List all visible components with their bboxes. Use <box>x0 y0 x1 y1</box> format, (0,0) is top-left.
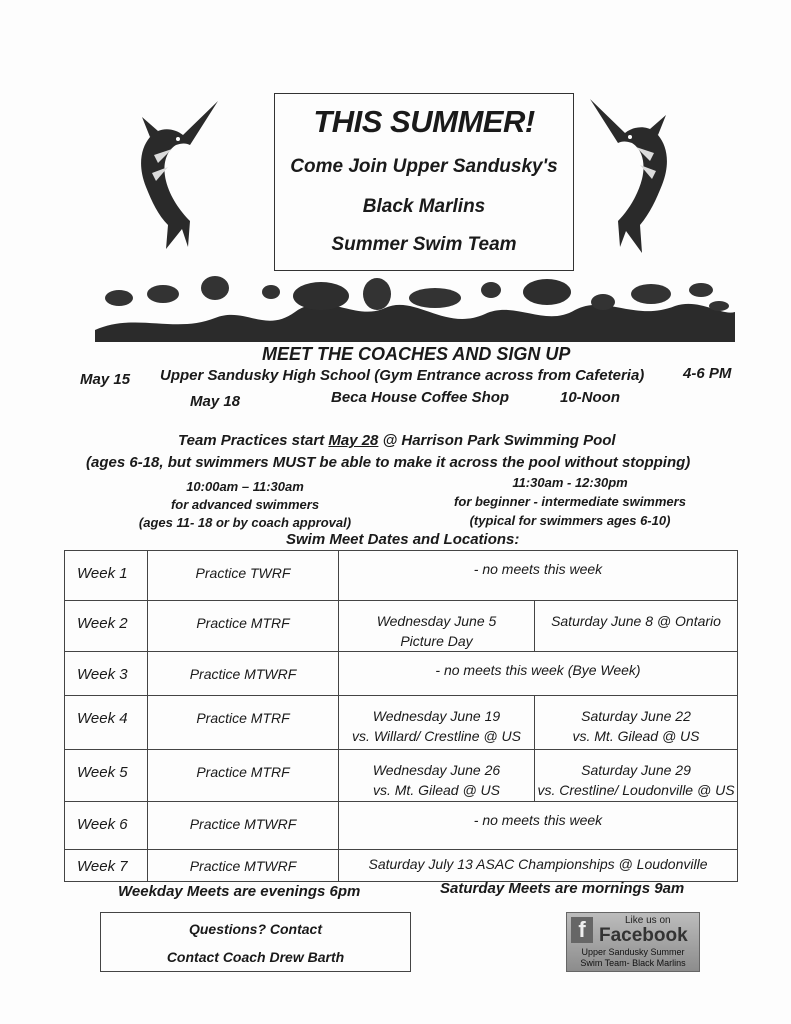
meet-cell: - no meets this week <box>339 551 738 601</box>
practice-cell: Practice MTRF <box>148 601 339 652</box>
facebook-page-line-1: Upper Sandusky Summer <box>581 947 685 957</box>
week-cell: Week 6 <box>65 802 148 850</box>
contact-line-2: Contact Coach Drew Barth <box>166 949 345 965</box>
facebook-icon <box>571 917 593 943</box>
weekday-meet-line-2: vs. Willard/ Crestline @ US <box>352 728 521 744</box>
meet-schedule-table <box>64 550 738 882</box>
meet-cell: - no meets this week <box>339 802 738 850</box>
saturday-meet-line-1: Saturday June 8 @ Ontario <box>551 613 721 629</box>
facebook-badge[interactable] <box>566 912 700 972</box>
practice-ages-note: (ages 6-18, but swimmers MUST be able to make it across the pool without stopping) <box>86 454 691 471</box>
practice-start-suffix: @ Harrison Park Swimming Pool <box>378 432 616 449</box>
session2-level: for beginner - intermediate swimmers <box>454 494 686 509</box>
event1-date: May 15 <box>80 371 131 388</box>
week-cell: Week 1 <box>65 551 148 601</box>
marlin-left-icon <box>128 97 223 257</box>
event1-time: 4-6 PM <box>683 365 732 382</box>
weekday-meet-line-2: Picture Day <box>400 633 473 649</box>
saturday-meet-line-1: Saturday June 22 <box>581 708 691 724</box>
saturday-meet-line-2: vs. Crestline/ Loudonville @ US <box>537 782 735 798</box>
weekday-meet-line-1: Wednesday June 5 <box>376 613 497 629</box>
wave-splash-graphic <box>95 272 735 342</box>
event1-place: Upper Sandusky High School (Gym Entrance across from Cafeteria) <box>160 367 645 384</box>
meet-cell: - no meets this week (Bye Week) <box>339 652 738 696</box>
coaches-heading: MEET THE COACHES AND SIGN UP <box>262 344 571 364</box>
week-cell: Week 5 <box>65 750 148 802</box>
table-row <box>65 551 738 601</box>
saturday-meet-cell <box>535 750 738 802</box>
facebook-page-line-2: Swim Team- Black Marlins <box>580 958 686 968</box>
session1-level: for advanced swimmers <box>170 497 320 512</box>
title-box <box>274 93 574 271</box>
week-cell: Week 7 <box>65 850 148 882</box>
practice-cell: Practice MTRF <box>148 696 339 750</box>
week-cell: Week 2 <box>65 601 148 652</box>
event2-place: Beca House Coffee Shop <box>331 389 510 406</box>
meet-cell: Saturday July 13 ASAC Championships @ Loudonville <box>339 850 738 882</box>
facebook-f-letter: f <box>578 917 586 942</box>
session2-time: 11:30am - 12:30pm <box>512 475 628 490</box>
table-row <box>65 696 738 750</box>
table-row <box>65 652 738 696</box>
weekday-meet-cell <box>339 750 535 802</box>
facebook-brand-text: Facebook <box>599 925 688 946</box>
subtitle-line-3: Summer Swim Team <box>331 234 517 255</box>
event2-time: 10-Noon <box>560 389 620 406</box>
practice-start-prefix: Team Practices start <box>178 432 329 449</box>
page-title: THIS SUMMER! <box>313 104 535 139</box>
session1-time: 10:00am – 11:30am <box>186 479 304 494</box>
weekday-meet-line-1: Wednesday June 26 <box>372 762 501 778</box>
practice-start <box>178 432 616 449</box>
facebook-like-text: Like us on <box>625 915 671 926</box>
event2-date: May 18 <box>190 393 241 410</box>
contact-box <box>100 912 411 972</box>
practice-cell: Practice TWRF <box>148 551 339 601</box>
practice-cell: Practice MTWRF <box>148 802 339 850</box>
subtitle-line-2: Black Marlins <box>362 196 486 217</box>
weekday-meet-line-2: vs. Mt. Gilead @ US <box>372 782 501 798</box>
saturday-meet-cell <box>535 601 738 652</box>
meets-heading: Swim Meet Dates and Locations: <box>286 531 520 548</box>
practice-start-date: May 28 <box>328 432 379 449</box>
week-cell: Week 4 <box>65 696 148 750</box>
saturday-meet-cell <box>535 696 738 750</box>
table-row <box>65 802 738 850</box>
session1-ages: (ages 11- 18 or by coach approval) <box>138 515 352 530</box>
weekday-meet-line-1: Wednesday June 19 <box>372 708 501 724</box>
table-row <box>65 850 738 882</box>
practice-cell: Practice MTWRF <box>148 850 339 882</box>
saturday-meets-note: Saturday Meets are mornings 9am <box>440 880 685 897</box>
practice-cell: Practice MTRF <box>148 750 339 802</box>
contact-line-1: Questions? Contact <box>188 921 322 937</box>
marlin-right-icon <box>585 95 680 260</box>
subtitle-line-1: Come Join Upper Sandusky's <box>290 156 558 177</box>
saturday-meet-line-1: Saturday June 29 <box>581 762 691 778</box>
week-cell: Week 3 <box>65 652 148 696</box>
weekday-meet-cell <box>339 601 535 652</box>
table-row <box>65 750 738 802</box>
table-row <box>65 601 738 652</box>
practice-cell: Practice MTWRF <box>148 652 339 696</box>
session2-ages: (typical for swimmers ages 6-10) <box>469 513 671 528</box>
saturday-meet-line-2: vs. Mt. Gilead @ US <box>572 728 700 744</box>
weekday-meet-cell <box>339 696 535 750</box>
weekday-meets-note: Weekday Meets are evenings 6pm <box>118 883 361 900</box>
